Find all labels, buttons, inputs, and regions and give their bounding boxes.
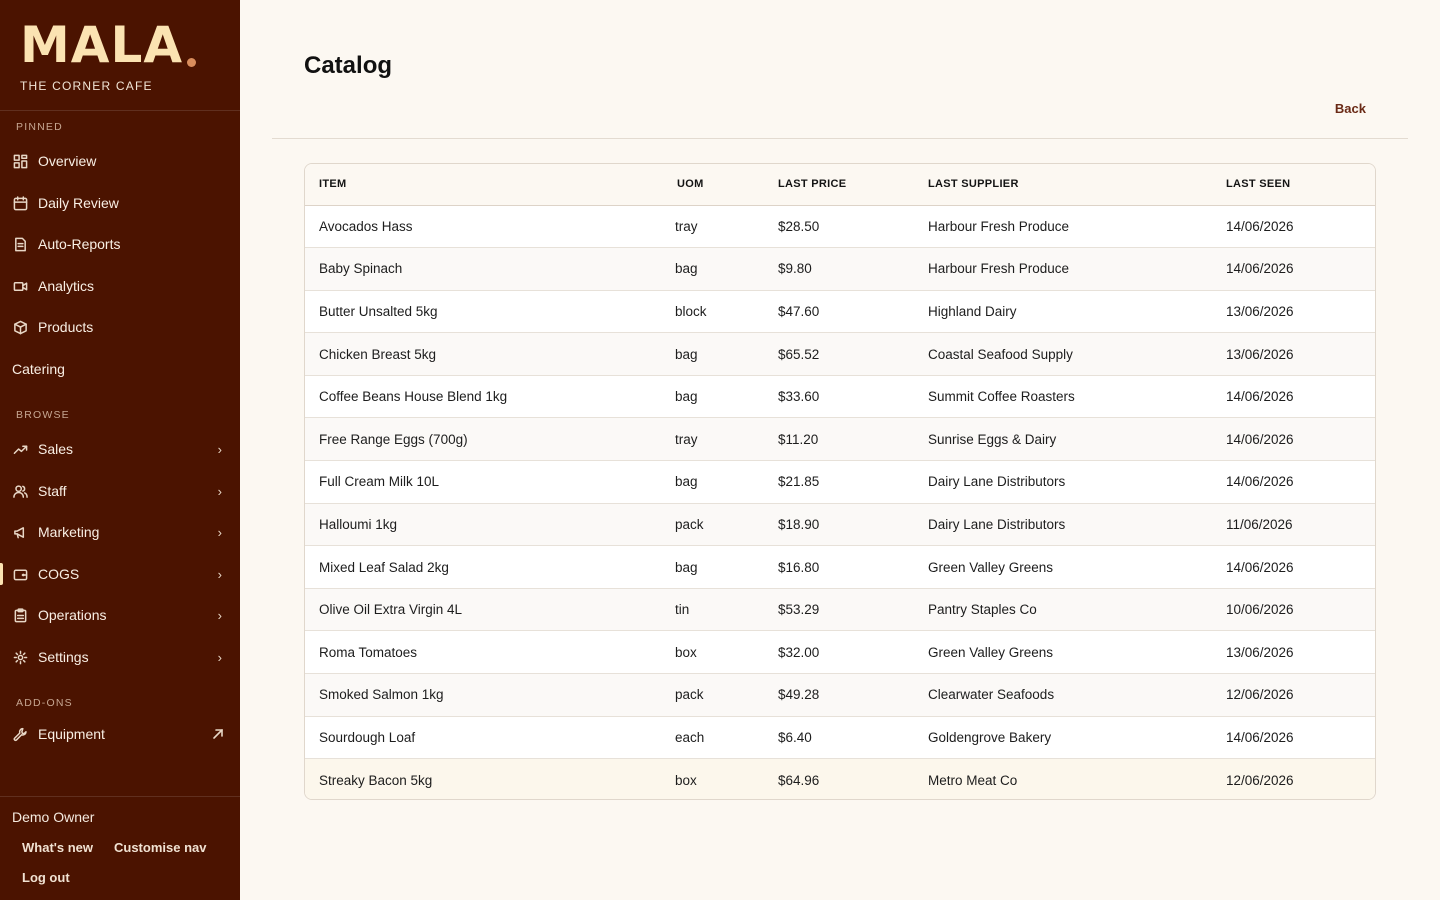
table-row[interactable] (305, 205, 1376, 248)
cell-uom: bag (663, 546, 764, 589)
cell-uom: block (663, 290, 764, 333)
nav-item-catering[interactable] (0, 352, 240, 386)
table-row[interactable] (305, 631, 1376, 674)
section-label-pinned: PINNED (16, 121, 63, 133)
video-icon (12, 278, 28, 294)
table-row[interactable] (305, 418, 1376, 461)
cell-uom: bag (663, 461, 764, 504)
table-body (305, 205, 1376, 800)
cell-last-seen: 14/06/2026 (1212, 205, 1376, 248)
table-row[interactable] (305, 375, 1376, 418)
nav-item-label: Sales (38, 441, 74, 457)
brand-logo[interactable] (20, 16, 220, 74)
cell-last-supplier: Harbour Fresh Produce (914, 248, 1212, 291)
nav-item-overview[interactable] (0, 144, 240, 178)
table-row[interactable] (305, 546, 1376, 589)
cell-item: Avocados Hass (305, 205, 663, 248)
table-row[interactable] (305, 248, 1376, 291)
wrench-icon (12, 726, 28, 742)
cell-uom: box (675, 772, 697, 788)
table-row[interactable] (305, 674, 1376, 717)
nav-item-staff[interactable] (0, 474, 240, 508)
table-row[interactable] (305, 290, 1376, 333)
cell-last-price: $65.52 (764, 333, 914, 376)
clipboard-icon (12, 607, 28, 623)
cell-last-seen: 14/06/2026 (1212, 716, 1376, 759)
table-row[interactable] (305, 333, 1376, 376)
nav-item-label: Operations (38, 607, 107, 623)
cell-last-price: $9.80 (764, 248, 914, 291)
cell-last-seen: 14/06/2026 (1212, 248, 1376, 291)
cell-uom: tray (663, 205, 764, 248)
cell-last-price: $18.90 (764, 503, 914, 546)
cell-last-seen: 14/06/2026 (1212, 546, 1376, 589)
nav-item-label: Auto-Reports (38, 236, 121, 252)
cell-item: Roma Tomatoes (305, 631, 663, 674)
nav-item-sales[interactable] (0, 432, 240, 466)
cell-uom: bag (663, 248, 764, 291)
cell-uom: bag (663, 375, 764, 418)
cell-last-supplier: Sunrise Eggs & Dairy (914, 418, 1212, 461)
brand-subtitle: THE CORNER CAFE (20, 79, 153, 93)
table-row[interactable] (305, 759, 1376, 800)
cell-item: Free Range Eggs (700g) (305, 418, 663, 461)
cell-last-supplier: Green Valley Greens (914, 631, 1212, 674)
brand (0, 0, 240, 111)
cell-last-price: $28.50 (764, 205, 914, 248)
people-icon (12, 483, 28, 499)
cell-last-seen: 12/06/2026 (1226, 772, 1294, 788)
nav-item-products[interactable] (0, 310, 240, 344)
nav-item-label: Products (38, 319, 94, 335)
cell-last-supplier: Green Valley Greens (914, 546, 1212, 589)
cell-last-seen: 14/06/2026 (1212, 375, 1376, 418)
column-header-last-supplier[interactable]: LAST SUPPLIER (914, 164, 1212, 205)
page-title: Catalog (304, 52, 393, 79)
nav-item-label: Staff (38, 483, 67, 499)
cell-item: Olive Oil Extra Virgin 4L (305, 588, 663, 631)
wallet-icon (12, 566, 28, 582)
grid-icon (12, 153, 28, 169)
cell-last-price: $49.28 (764, 674, 914, 717)
nav-item-marketing[interactable] (0, 515, 240, 549)
cell-item: Mixed Leaf Salad 2kg (305, 546, 663, 589)
cell-uom: tin (663, 588, 764, 631)
chevron-right-icon: › (217, 524, 222, 540)
document-icon (12, 236, 28, 252)
cell-last-price: $32.00 (764, 631, 914, 674)
calendar-icon (12, 195, 28, 211)
cell-last-supplier: Dairy Lane Distributors (914, 503, 1212, 546)
cell-item: Halloumi 1kg (305, 503, 663, 546)
cell-last-seen: 13/06/2026 (1212, 631, 1376, 674)
table-row[interactable] (305, 588, 1376, 631)
cell-last-seen: 12/06/2026 (1212, 674, 1376, 717)
arrow-up-right-icon (212, 727, 226, 741)
cell-item: Sourdough Loaf (305, 716, 663, 759)
nav-item-label: Daily Review (38, 195, 119, 211)
table-row[interactable] (305, 461, 1376, 504)
nav-item-label: COGS (38, 566, 80, 582)
column-header-last-seen[interactable]: LAST SEEN (1212, 164, 1376, 205)
cell-last-supplier: Highland Dairy (914, 290, 1212, 333)
brand-logo-text: MALA (20, 16, 184, 74)
logout-link[interactable]: Log out (22, 870, 70, 885)
cell-item: Smoked Salmon 1kg (305, 674, 663, 717)
user-name: Demo Owner (12, 809, 95, 825)
gear-icon (12, 649, 28, 665)
chevron-right-icon: › (217, 441, 222, 457)
cell-last-supplier: Dairy Lane Distributors (914, 461, 1212, 504)
cell-last-supplier: Summit Coffee Roasters (914, 375, 1212, 418)
cell-last-price: $16.80 (764, 546, 914, 589)
cell-last-price: $33.60 (764, 375, 914, 418)
cell-item: Chicken Breast 5kg (305, 333, 663, 376)
brand-dot-icon (187, 58, 196, 67)
column-header-last-price[interactable]: LAST PRICE (764, 164, 914, 205)
nav-item-equipment[interactable] (0, 717, 240, 751)
cell-last-price: $53.29 (764, 588, 914, 631)
trend-icon (12, 441, 28, 457)
cell-last-seen: 10/06/2026 (1212, 588, 1376, 631)
cell-uom: box (663, 631, 764, 674)
cell-item: Streaky Bacon 5kg (319, 772, 433, 788)
column-header-item[interactable]: ITEM (305, 164, 663, 205)
chevron-right-icon: › (217, 566, 222, 582)
cell-last-price: $47.60 (764, 290, 914, 333)
cell-last-seen: 14/06/2026 (1212, 461, 1376, 504)
nav-item-settings[interactable] (0, 640, 240, 674)
chevron-right-icon: › (217, 607, 222, 623)
nav-item-auto-reports[interactable] (0, 227, 240, 261)
sidebar-footer (0, 796, 240, 900)
cell-last-price: $11.20 (764, 418, 914, 461)
section-label-browse: BROWSE (16, 409, 70, 421)
cell-uom: tray (663, 418, 764, 461)
header-divider (272, 138, 1408, 139)
nav-item-label: Equipment (38, 726, 105, 742)
cell-last-seen: 14/06/2026 (1212, 418, 1376, 461)
cell-last-seen: 13/06/2026 (1212, 290, 1376, 333)
nav-item-label: Catering (12, 361, 65, 377)
nav-item-label: Marketing (38, 524, 100, 540)
nav-item-analytics[interactable] (0, 269, 240, 303)
nav-item-daily-review[interactable] (0, 186, 240, 220)
chevron-right-icon: › (217, 483, 222, 499)
nav-item-operations[interactable] (0, 598, 240, 632)
section-label-addons: ADD-ONS (16, 697, 73, 709)
table-row[interactable] (305, 503, 1376, 546)
back-button[interactable]: Back (1334, 101, 1366, 116)
column-header-uom[interactable]: UOM (663, 164, 764, 205)
cell-last-supplier: Harbour Fresh Produce (914, 205, 1212, 248)
table-header-row (305, 164, 1376, 205)
nav-item-label: Overview (38, 153, 97, 169)
customise-nav-link[interactable]: Customise nav (114, 840, 207, 855)
cell-last-supplier: Goldengrove Bakery (914, 716, 1212, 759)
cell-last-supplier: Metro Meat Co (928, 772, 1018, 788)
cell-last-seen: 11/06/2026 (1212, 503, 1376, 546)
catalog-table (304, 163, 1376, 800)
cell-last-price: $21.85 (764, 461, 914, 504)
cell-last-seen: 13/06/2026 (1212, 333, 1376, 376)
cell-last-price: $6.40 (764, 716, 914, 759)
cell-last-supplier: Pantry Staples Co (914, 588, 1212, 631)
nav-item-label: Analytics (38, 278, 95, 294)
box-icon (12, 319, 28, 335)
nav-item-cogs[interactable] (0, 557, 240, 591)
cell-last-supplier: Clearwater Seafoods (914, 674, 1212, 717)
cell-item: Coffee Beans House Blend 1kg (305, 375, 663, 418)
cell-item: Butter Unsalted 5kg (305, 290, 663, 333)
cell-uom: bag (663, 333, 764, 376)
cell-item: Full Cream Milk 10L (305, 461, 663, 504)
cell-item: Baby Spinach (305, 248, 663, 291)
cell-last-supplier: Coastal Seafood Supply (914, 333, 1212, 376)
chevron-right-icon: › (217, 649, 222, 665)
cell-uom: pack (663, 674, 764, 717)
cell-uom: each (663, 716, 764, 759)
whats-new-link[interactable]: What's new (22, 840, 93, 855)
megaphone-icon (12, 524, 28, 540)
table-row[interactable] (305, 716, 1376, 759)
cell-uom: pack (663, 503, 764, 546)
sidebar (0, 0, 240, 900)
cell-last-price: $64.96 (778, 772, 820, 788)
nav-item-label: Settings (38, 649, 89, 665)
